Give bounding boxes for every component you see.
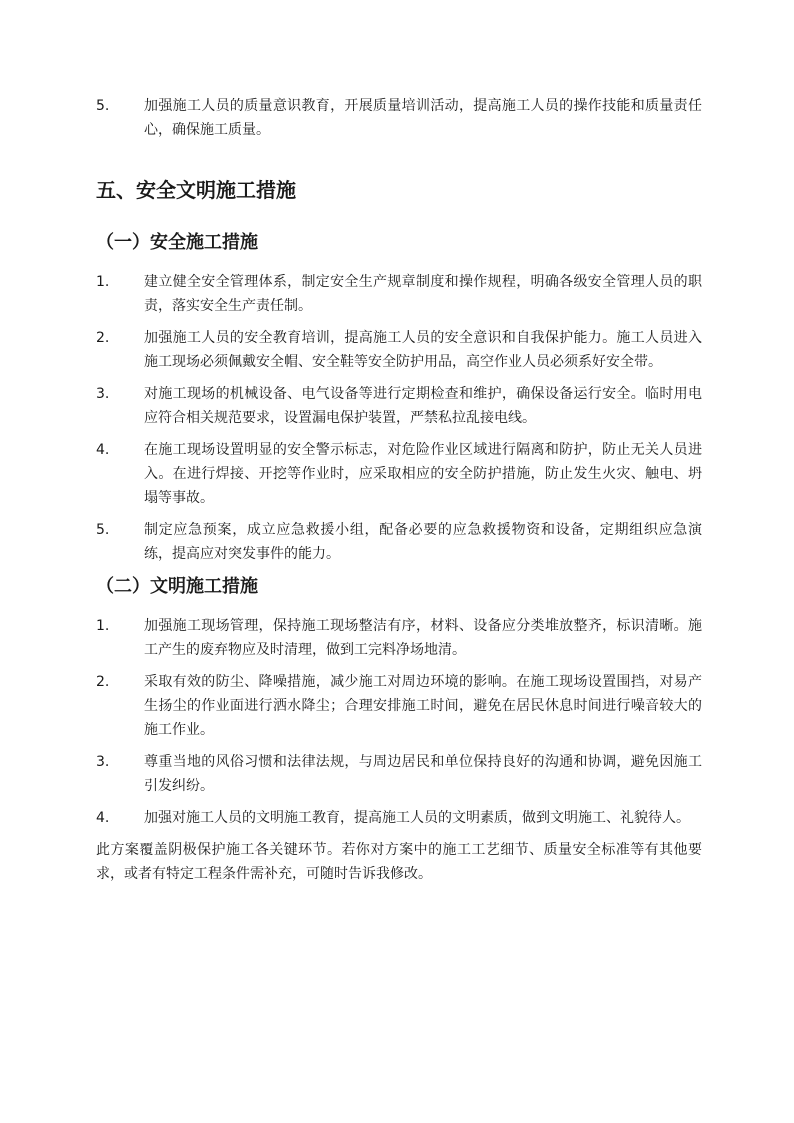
document-body [96,94,702,886]
list-number: 5. [96,522,110,538]
list-text: 在施工现场设置明显的安全警示标志，对危险作业区域进行隔离和防护，防止无关人员进入。在进行焊接、开挖等作业时，应采取相应的安全防护措施，防止发生火灾、触电、坍塌等事故。 [144,442,702,506]
list-item [96,438,702,510]
list-text: 尊重当地的风俗习惯和法律法规，与周边居民和单位保持良好的沟通和协调，避免因施工引发纠纷。 [144,754,702,794]
list-number: 2. [96,330,110,346]
list-number: 3. [96,386,110,402]
list-item [96,382,702,430]
section-heading: 五、安全文明施工措施 [96,178,296,202]
list-text: 加强施工现场管理，保持施工现场整洁有序，材料、设备应分类堆放整齐，标识清晰。施工产生的废弃物应及时清理，做到工完料净场地清。 [144,618,702,658]
safety-measures-list [96,270,702,566]
closing-paragraph: 此方案覆盖阴极保护施工各关键环节。若你对方案中的施工工艺细节、质量安全标准等有其他要求，或者有特定工程条件需补充，可随时告诉我修改。 [96,842,702,882]
list-number: 1. [96,618,110,634]
list-number: 3. [96,754,110,770]
list-text: 采取有效的防尘、降噪措施，减少施工对周边环境的影响。在施工现场设置围挡，对易产生扬尘的作业面进行洒水降尘；合理安排施工时间，避免在居民休息时间进行噪音较大的施工作业。 [144,674,702,738]
list-text: 加强施工人员的安全教育培训，提高施工人员的安全意识和自我保护能力。施工人员进入施工现场必须佩戴安全帽、安全鞋等安全防护用品，高空作业人员必须系好安全带。 [144,330,702,370]
list-item [96,614,702,662]
list-number: 5. [96,98,110,114]
list-text: 建立健全安全管理体系，制定安全生产规章制度和操作规程，明确各级安全管理人员的职责，落实安全生产责任制。 [144,274,702,314]
list-item [96,270,702,318]
subsection-heading-safety: （一）安全施工措施 [96,232,258,253]
civilized-measures-list [96,614,702,830]
list-item [96,94,702,142]
list-item [96,806,702,830]
list-number: 2. [96,674,110,690]
list-item [96,518,702,566]
list-text: 加强对施工人员的文明施工教育，提高施工人员的文明素质，做到文明施工、礼貌待人。 [144,810,690,826]
list-item [96,670,702,742]
list-text: 加强施工人员的质量意识教育，开展质量培训活动，提高施工人员的操作技能和质量责任心，确保施工质量。 [144,98,702,138]
list-number: 1. [96,274,110,290]
subsection-heading-civilized: （二）文明施工措施 [96,576,258,597]
list-number: 4. [96,442,110,458]
list-item [96,750,702,798]
list-number: 4. [96,810,110,826]
list-text: 制定应急预案，成立应急救援小组，配备必要的应急救援物资和设备，定期组织应急演练，提高应对突发事件的能力。 [144,522,702,562]
list-item [96,326,702,374]
list-text: 对施工现场的机械设备、电气设备等进行定期检查和维护，确保设备运行安全。临时用电应符合相关规范要求，设置漏电保护装置，严禁私拉乱接电线。 [144,386,702,426]
